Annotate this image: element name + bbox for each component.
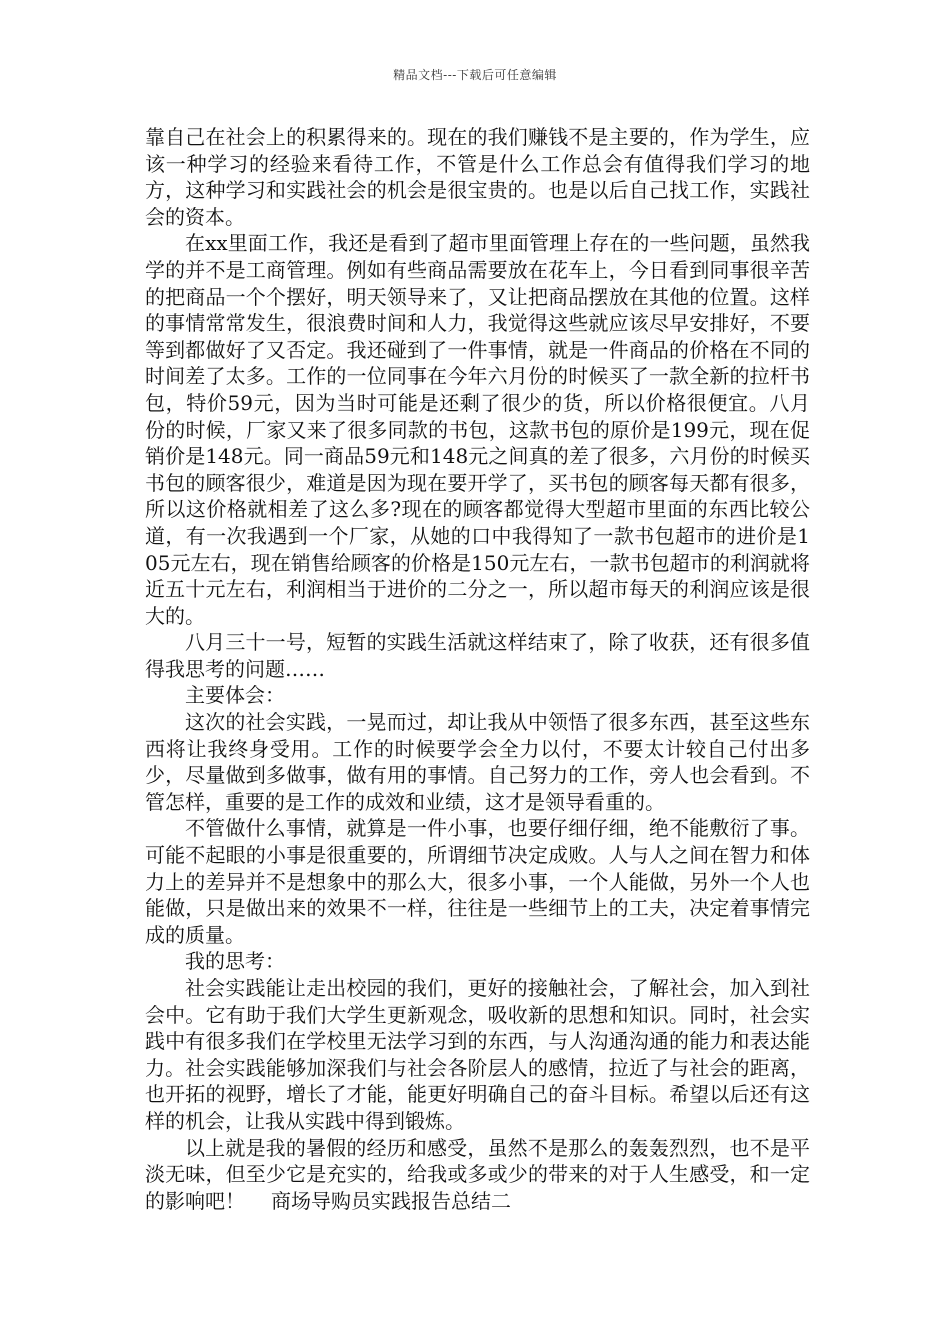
subheading-main-experience: 主要体会： xyxy=(185,683,285,708)
paragraph-supermarket-management: 在xx里面工作，我还是看到了超市里面管理上存在的一些问题，虽然我学的并不是工商管理。例如有些商品需要放在花车上，今日看到同事很辛苦的把商品一个个摆好，明天领导来了，又让把商品摆放在其他的位置。这样的事情常常发生，很浪费时间和人力，我觉得这些就应该尽早安排好，不要等到都做好了又否定。我还碰到了一件事情，就是一件商品的价格在不同的时间差了太多。工作的一位同事在今年六月份的时候买了一款全新的拉杆书包，特价59元，因为当时可能是还剩了很少的货，所以价格很便宜。八月份的时候，厂家又来了很多同款的书包，这款书包的原价是199元，现在促销价是148元。同一商品59元和148元之间真的差了很多，六月份的时候买书包的顾客很少，难道是因为现在要开学了，买书包的顾客每天都有很多，所以这价格就相差了这么多?现在的顾客都觉得大型超市里面的东西比较公道，有一次我遇到一个厂家，从她的口中我得知了一款书包超市的进价是105元左右，现在销售给顾客的价格是150元左右，一款书包超市的利润就将近五十元左右，利润相当于进价的二分之一，所以超市每天的利润应该是很大的。 xyxy=(145,231,810,628)
summary-text: 以上就是我的暑假的经历和感受，虽然不是那么的轰轰烈烈，也不是平淡无味，但至少它是充实的，给我或多或少的带来的对于人生感受，和一定的影响吧！ xyxy=(145,1135,810,1213)
paragraph-experience-work: 这次的社会实践，一晃而过，却让我从中领悟了很多东西，甚至这些东西将让我终身受用。工作的时候要学会全力以付，不要太计较自己付出多少，尽量做到多做事，做有用的事情。自己努力的工作，旁人也会看到。不管怎样，重要的是工作的成效和业绩，这才是领导看重的。 xyxy=(145,710,810,814)
paragraph-experience-details: 不管做什么事情，就算是一件小事，也要仔细仔细，绝不能敷衍了事。可能不起眼的小事是很重要的，所谓细节决定成败。人与人之间在智力和体力上的差异并不是想象中的那么大，很多小事，一个人能做，另外一个人也能做，只是做出来的效果不一样，往往是一些细节上的工夫，决定着事情完成的质量。 xyxy=(145,816,810,947)
next-section-title: 商场导购员实践报告总结二 xyxy=(271,1188,511,1213)
subheading-my-thoughts: 我的思考： xyxy=(185,949,285,974)
paragraph-summary xyxy=(145,1135,810,1215)
paragraph-thoughts-social-practice: 社会实践能让走出校园的我们，更好的接触社会，了解社会，加入到社会中。它有助于我们大学生更新观念，吸收新的思想和知识。同时，社会实践中有很多我们在学校里无法学习到的东西，与人沟通沟通的能力和表达能力。社会实践能够加深我们与社会各阶层人的感情，拉近了与社会的距离，也开拓的视野，增长了才能，能更好明确自己的奋斗目标。希望以后还有这样的机会，让我从实践中得到锻炼。 xyxy=(145,976,810,1133)
document-body xyxy=(145,124,810,1214)
page-header: 精品文档---下载后可任意编辑 xyxy=(393,68,557,82)
paragraph-practice-end: 八月三十一号，短暂的实践生活就这样结束了，除了收获，还有很多值得我思考的问题…… xyxy=(145,630,810,681)
paragraph-continuation: 靠自己在社会上的积累得来的。现在的我们赚钱不是主要的，作为学生，应该一种学习的经验来看待工作，不管是什么工作总会有值得我们学习的地方，这种学习和实践社会的机会是很宝贵的。也是以后自己找工作，实践社会的资本。 xyxy=(145,125,810,229)
